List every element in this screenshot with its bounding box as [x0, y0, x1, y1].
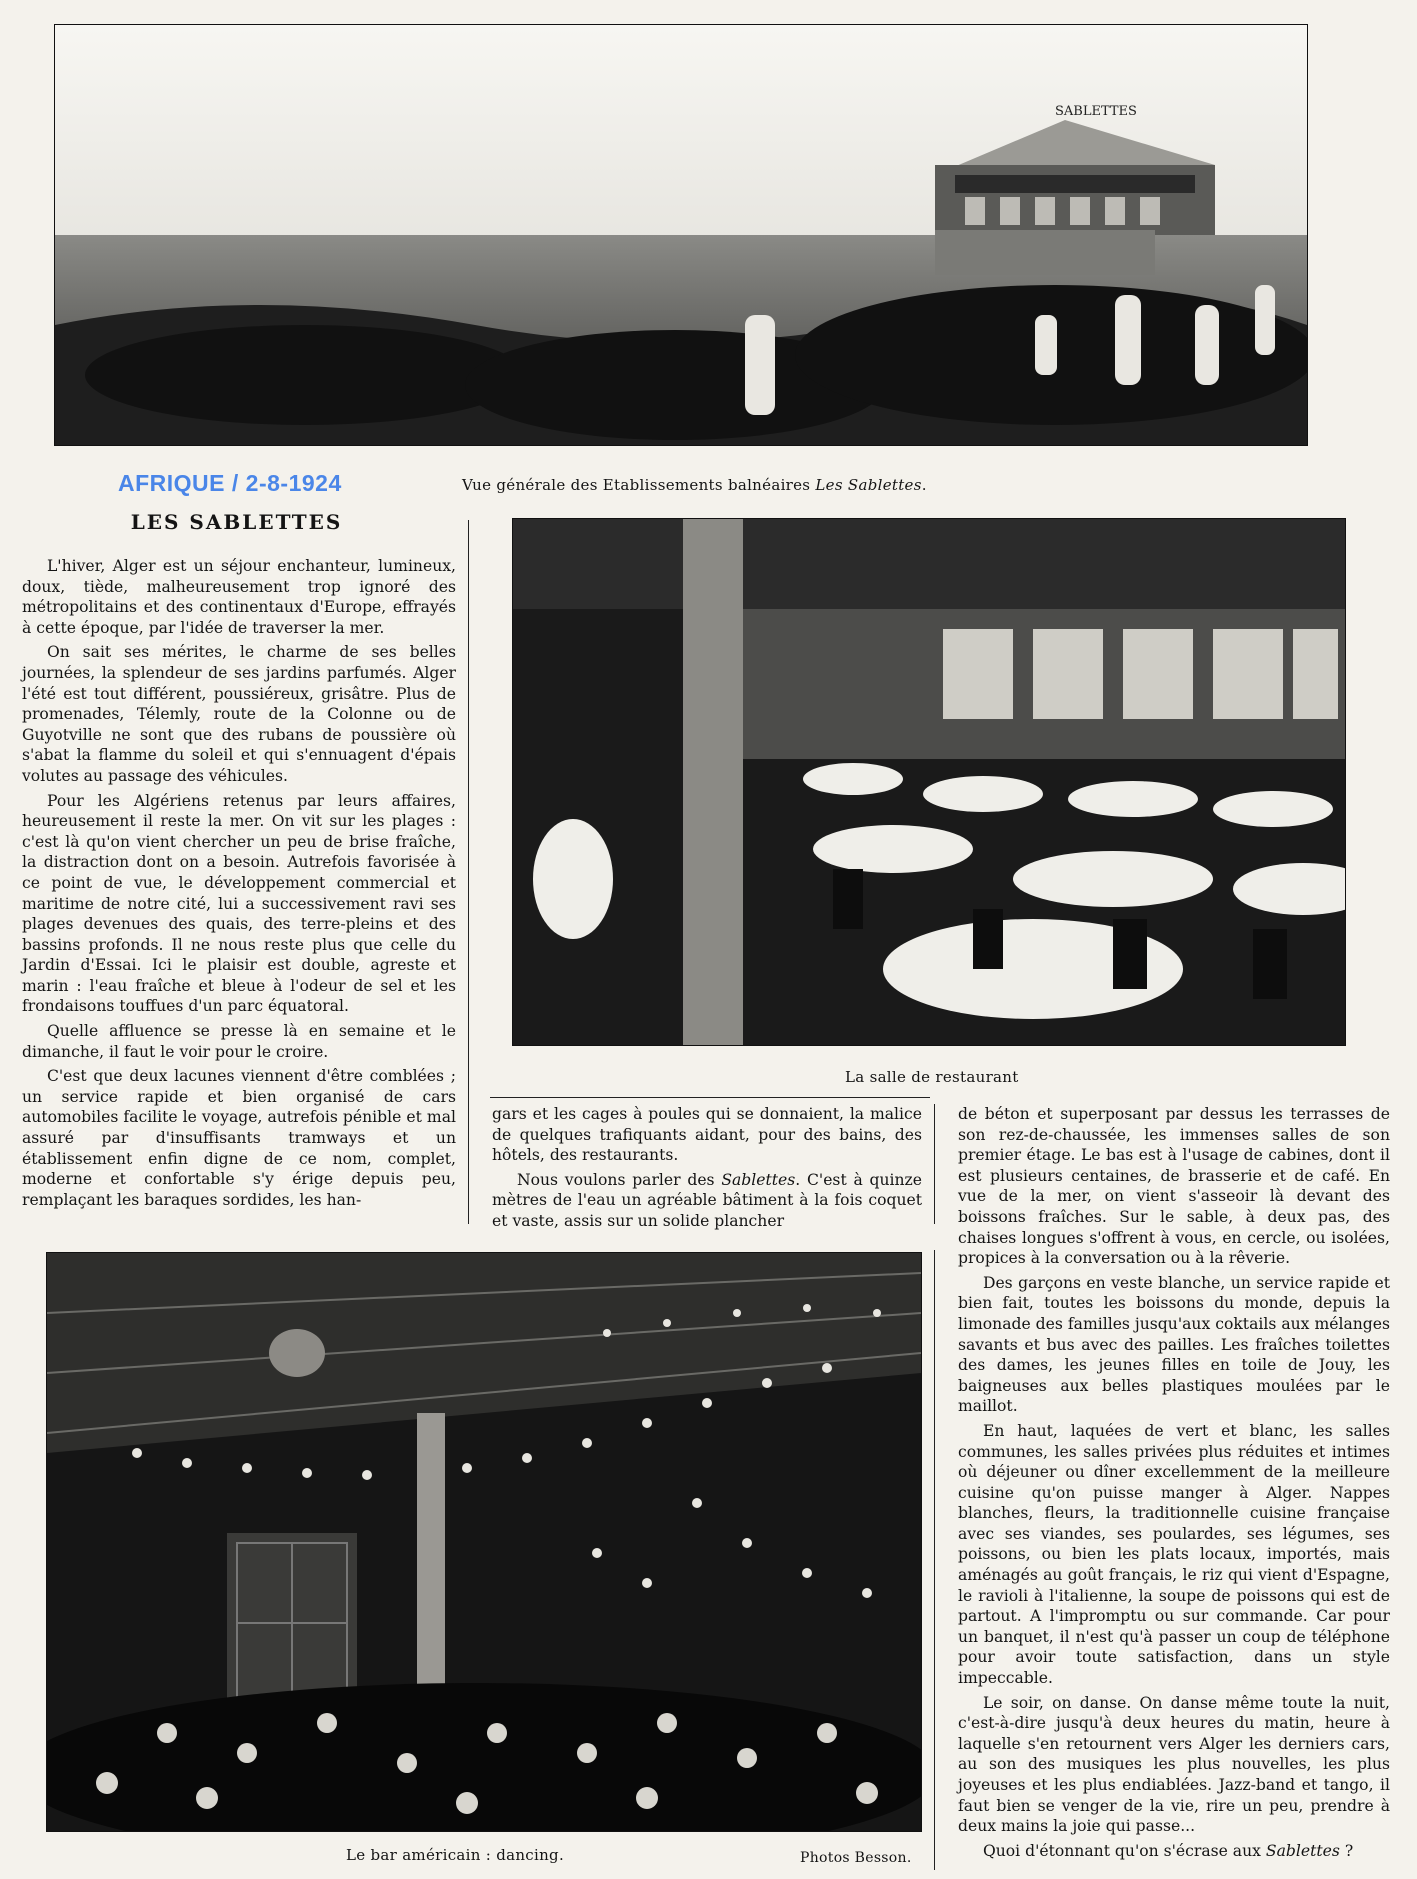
- photo-beach-general-view: [54, 24, 1308, 446]
- col3-p5-text: Quoi d'étonnant qu'on s'écrase aux: [982, 1841, 1266, 1860]
- col1-paragraph-2: On sait ses mérites, le charme de ses belles journées, la splendeur de ses jardins parfumés. Alger l'été est tout différent, poussiéreux, grisâtre. Plus de promenades, Télemly, route de la Colonne ou de Guyotville ne sont que des rubans de poussière où s'abat la flamme du soleil et qui s'ennuagent d'épais volutes au passage des véhicules.: [22, 643, 456, 785]
- col2-p2-end: . C'est à quinze mètres de l'eau un agréable bâtiment à la fois coquet et vaste, assis sur un solide plancher: [492, 1170, 923, 1230]
- source-stamp: AFRIQUE / 2-8-1924: [118, 470, 342, 496]
- photo-restaurant-hall: [512, 518, 1346, 1046]
- photo-american-bar-dancing: [46, 1252, 922, 1832]
- col3-paragraph-4: Le soir, on danse. On danse même toute la nuit, c'est-à-dire jusqu'à deux heures du matin, heure à laquelle s'en retournent vers Alger les derniers cars, au son des musiques les plus nouvelles, les plus joyeuses et les plus endiablées. Jazz-band et tango, il faut bien se venger de la vie, rire un peu, prendre à deux mains la joie qui passe...: [958, 1693, 1390, 1836]
- col2-paragraph-2: [492, 1170, 922, 1232]
- col2-p2-italic: Sablettes: [721, 1170, 796, 1189]
- col1-paragraph-4: Quelle affluence se presse là en semaine et le dimanche, il faut le voir pour le croire.: [22, 1022, 456, 1061]
- photo-credit: Photos Besson.: [800, 1850, 912, 1866]
- article-column-2: [492, 1104, 922, 1232]
- col3-paragraph-3: En haut, laquées de vert et blanc, les salles communes, les salles privées plus réduites et intimes où déjeuner ou dîner excellemment de la meilleure cuisine qu'on puisse manger à Alger. Nappes blanches, fleurs, la traditionnelle cuisine française avec ses viandes, ses poulardes, ses légumes, ses poissons, ou bien les plats locaux, importés, mais aménagés au goût français, le riz qui vient d'Espagne, le ravioli à l'italienne, la soupe de poissons qui est de partout. A l'impromptu ou sur commande. Car pour un banquet, il n'est qu'à passer un coup de téléphone pour avoir toute satisfaction, dans un style impeccable.: [958, 1421, 1390, 1688]
- article-column-1: [22, 556, 456, 1210]
- caption-top-text: Vue générale des Etablissements balnéaires: [462, 476, 816, 494]
- col2-p2-text: Nous voulons parler des: [516, 1170, 722, 1189]
- col3-paragraph-5: [958, 1841, 1390, 1862]
- article-column-3: [958, 1104, 1390, 1861]
- col1-paragraph-1: L'hiver, Alger est un séjour enchanteur, lumineux, doux, tiède, malheureusement trop ignoré des métropolitains et des continentaux d'Europe, effrayés à cette époque, par l'idée de traverser la mer.: [22, 557, 456, 637]
- column-rule-3: [934, 1250, 935, 1870]
- caption-bar: Le bar américain : dancing.: [346, 1846, 565, 1864]
- col2-paragraph-1: gars et les cages à poules qui se donnaient, la malice de quelques trafiquants aidant, pour des bains, des hôtels, des restaurants.: [492, 1105, 922, 1165]
- col3-paragraph-2: Des garçons en veste blanche, un service rapide et bien fait, toutes les boissons du monde, depuis la limonade des familles jusqu'aux coktails aux mélanges savants et bus avec des pailles. Les fraîches toilettes des dames, les jeunes filles en toile de Jouy, les baigneuses aux belles plastiques moulées par le maillot.: [958, 1273, 1390, 1416]
- section-rule: [490, 1097, 930, 1098]
- col3-p5-end: ?: [1339, 1841, 1354, 1860]
- caption-top-italic: Les Sablettes: [815, 476, 922, 494]
- article-headline: LES SABLETTES: [130, 510, 343, 534]
- caption-restaurant: La salle de restaurant: [845, 1068, 1019, 1086]
- building-sign: SABLETTES: [1055, 104, 1137, 119]
- col1-paragraph-5: C'est que deux lacunes viennent d'être comblées ; un service rapide et bien organisé de cars automobiles facilite le voyage, autrefois pénible et mal assuré par d'insuffisants tramways et un établissement enfin digne de ce nom, complet, moderne et confortable s'y érige depuis peu, remplaçant les baraques sordides, les han-: [22, 1067, 456, 1209]
- caption-top-photo: [462, 476, 927, 494]
- col3-p5-italic: Sablettes: [1265, 1841, 1340, 1860]
- column-rule-1: [468, 520, 469, 1224]
- caption-top-end: .: [921, 476, 927, 494]
- col1-paragraph-3: Pour les Algériens retenus par leurs affaires, heureusement il reste la mer. On vit sur les plages : c'est là qu'on vient chercher un peu de brise fraîche, la distraction dont on a besoin. Autrefois favorisée à ce point de vue, le développement commercial et maritime de notre cité, lui a successivement ravi ses plages devenues des quais, des terre-pleins et des bassins profonds. Il ne nous reste plus que celle du Jardin d'Essai. Ici le plaisir est double, agreste et marin : l'eau fraîche et bleue à l'odeur de sel et les frondaisons touffues d'un parc équatoral.: [22, 791, 456, 1016]
- column-rule-2: [934, 1104, 935, 1224]
- col3-paragraph-1: de béton et superposant par dessus les terrasses de son rez-de-chaussée, les immenses salles de son premier étage. Le bas est à l'usage de cabines, dont il est plusieurs centaines, de brasserie et de café. En vue de la mer, on vient s'asseoir là devant des boissons fraîches. Sur le sable, à deux pas, des chaises longues s'offrent à vous, en cercle, ou isolées, propices à la conversation ou à la rêverie.: [958, 1105, 1390, 1268]
